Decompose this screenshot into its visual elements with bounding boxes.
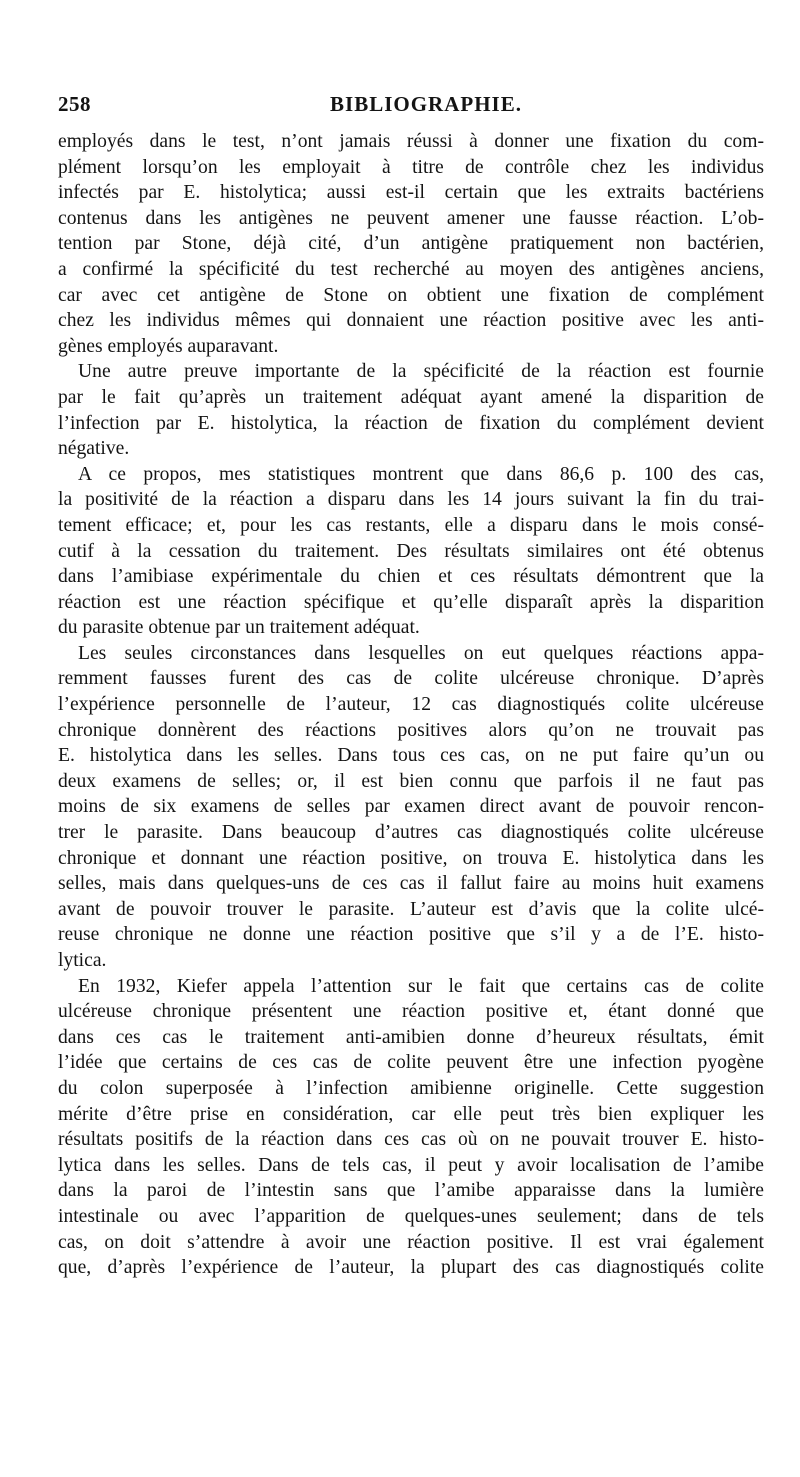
text-line: réaction est une réaction spécifique et qu’elle disparaît après la disparition <box>58 591 764 613</box>
text-line: Une autre preuve importante de la spécificité de la réaction est fournie <box>78 361 764 383</box>
text-line: négative. <box>58 438 130 460</box>
body-text <box>58 129 764 1281</box>
text-line: car avec cet antigène de Stone on obtient une fixation de complément <box>58 284 764 306</box>
text-line: a confirmé la spécificité du test recherché au moyen des antigènes anciens, <box>58 258 764 280</box>
text-line: trer le parasite. Dans beaucoup d’autres cas diagnostiqués colite ulcéreuse <box>58 822 764 844</box>
section-title: BIBLIOGRAPHIE. <box>330 92 522 116</box>
text-line: infectés par E. histolytica; aussi est-il certain que les extraits bactériens <box>58 182 764 204</box>
text-line: chez les individus mêmes qui donnaient une réaction positive avec les anti- <box>58 310 764 332</box>
text-line: résultats positifs de la réaction dans ces cas où on ne pouvait trouver E. histo- <box>58 1129 764 1151</box>
text-line: employés dans le test, n’ont jamais réussi à donner une fixation du com- <box>58 131 764 152</box>
text-line: selles, mais dans quelques-uns de ces cas il fallut faire au moins huit examens <box>58 873 764 895</box>
text-line: du colon superposée à l’infection amibienne originelle. Cette suggestion <box>58 1077 764 1099</box>
text-line: chronique donnèrent des réactions positives alors qu’on ne trouvait pas <box>58 719 764 741</box>
text-line: A ce propos, mes statistiques montrent que dans 86,6 p. 100 des cas, <box>78 463 764 485</box>
text-line: lytica. <box>58 950 107 971</box>
text-line: reuse chronique ne donne une réaction positive que s’il y a de l’E. histo- <box>58 924 764 946</box>
text-line: l’expérience personnelle de l’auteur, 12 cas diagnostiqués colite ulcéreuse <box>58 694 764 716</box>
text-line: dans la paroi de l’intestin sans que l’amibe apparaisse dans la lumière <box>58 1180 764 1202</box>
text-line: que, d’après l’expérience de l’auteur, la plupart des cas diagnostiqués colite <box>58 1257 764 1279</box>
text-line: cutif à la cessation du traitement. Des résultats similaires ont été obtenus <box>58 540 764 562</box>
running-head <box>58 92 764 122</box>
text-line: gènes employés auparavant. <box>58 335 279 357</box>
text-line: dans l’amibiase expérimentale du chien et ces résultats démontrent que la <box>58 566 764 588</box>
text-line: par le fait qu’après un traitement adéquat ayant amené la disparition de <box>58 386 764 408</box>
text-line: En 1932, Kiefer appela l’attention sur le fait que certains cas de colite <box>78 975 764 997</box>
text-line: lytica dans les selles. Dans de tels cas, il peut y avoir localisation de l’amibe <box>58 1154 764 1176</box>
text-line: tement efficace; et, pour les cas restants, elle a disparu dans le mois consé- <box>58 514 764 536</box>
text-line: tention par Stone, déjà cité, d’un antigène pratiquement non bactérien, <box>58 233 764 255</box>
text-line: dans ces cas le traitement anti-amibien donne d’heureux résultats, émit <box>58 1026 764 1048</box>
text-line: mérite d’être prise en considération, car elle peut très bien expliquer les <box>58 1103 764 1125</box>
text-line: moins de six examens de selles par examen direct avant de pouvoir rencon- <box>58 796 764 818</box>
text-line: l’infection par E. histolytica, la réaction de fixation du complément devient <box>58 412 764 434</box>
text-line: avant de pouvoir trouver le parasite. L’auteur est d’avis que la colite ulcé- <box>58 898 764 920</box>
text-line: remment fausses furent des cas de colite ulcéreuse chronique. D’après <box>58 668 764 690</box>
text-line: ulcéreuse chronique présentent une réaction positive et, étant donné que <box>58 1001 764 1023</box>
text-line: E. histolytica dans les selles. Dans tous ces cas, on ne put faire qu’un ou <box>58 745 764 767</box>
text-line: contenus dans les antigènes ne peuvent amener une fausse réaction. L’ob- <box>58 207 764 229</box>
text-line: plément lorsqu’on les employait à titre de contrôle chez les individus <box>58 156 764 178</box>
text-line: l’idée que certains de ces cas de colite peuvent être une infection pyogène <box>58 1052 764 1074</box>
text-line: la positivité de la réaction a disparu dans les 14 jours suivant la fin du trai- <box>58 489 764 511</box>
text-line: intestinale ou avec l’apparition de quelques-unes seulement; dans de tels <box>58 1205 764 1227</box>
page-number: 258 <box>58 92 91 116</box>
text-line: deux examens de selles; or, il est bien connu que parfois il ne faut pas <box>58 770 764 792</box>
text-line: du parasite obtenue par un traitement adéquat. <box>58 617 420 639</box>
text-line: cas, on doit s’attendre à avoir une réaction positive. Il est vrai également <box>58 1231 764 1253</box>
text-line: chronique et donnant une réaction positive, on trouva E. histolytica dans les <box>58 847 764 869</box>
text-line: Les seules circonstances dans lesquelles on eut quelques réactions appa- <box>78 642 764 664</box>
